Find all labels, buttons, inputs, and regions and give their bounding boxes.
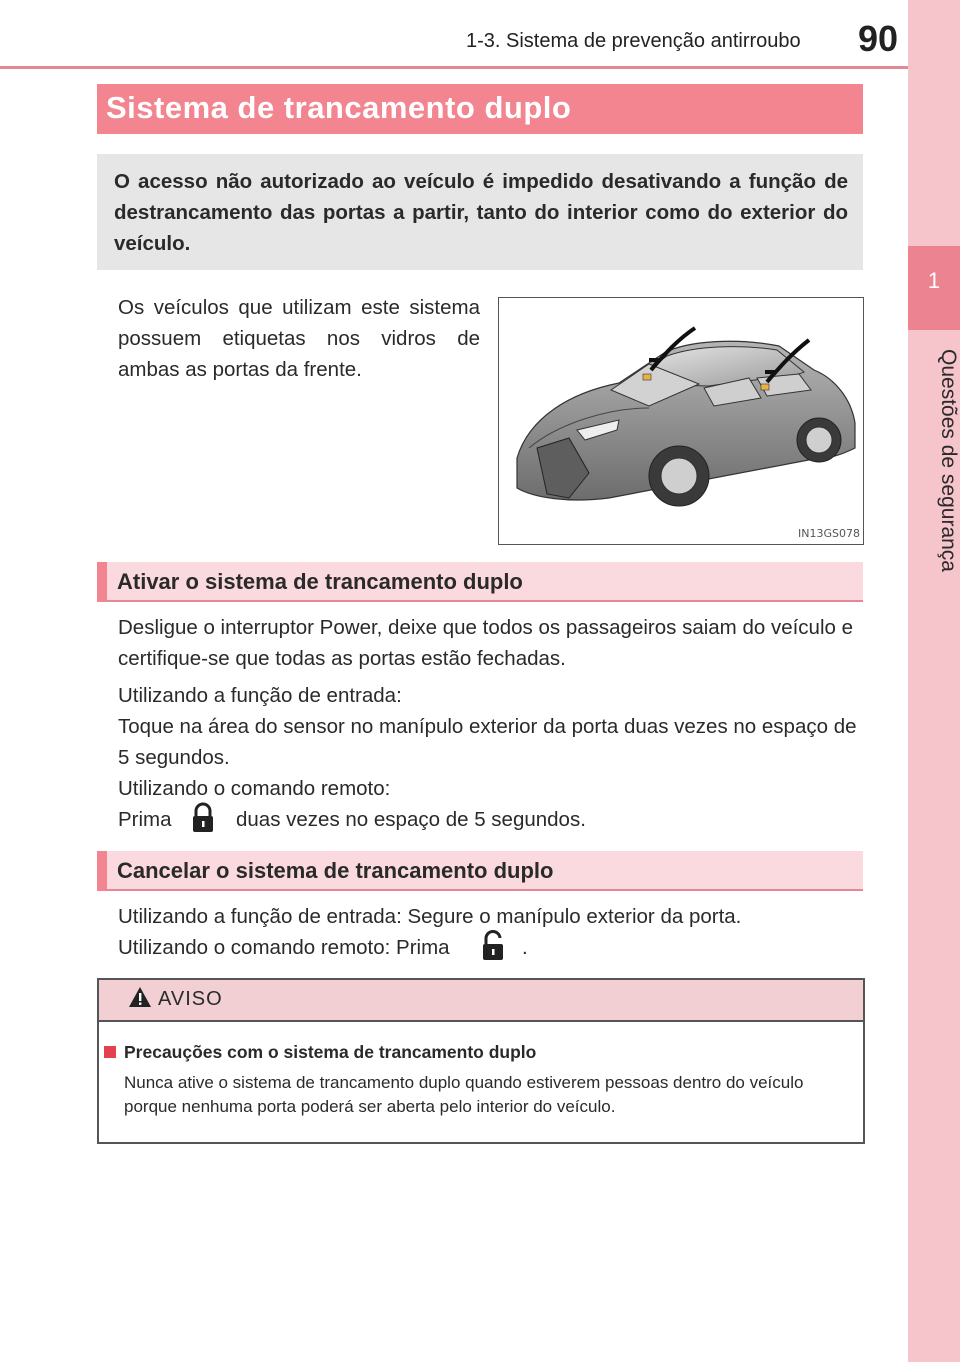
header-divider bbox=[0, 66, 908, 69]
header-section-title: 1-3. Sistema de prevenção antirroubo bbox=[466, 30, 801, 52]
car-drawing bbox=[499, 298, 863, 544]
unlock-icon bbox=[480, 930, 506, 967]
cancel-entry-text: Utilizando a função de entrada: Segure o manípulo exterior da porta. bbox=[118, 905, 742, 928]
page-title: Sistema de trancamento duplo bbox=[106, 90, 572, 125]
warning-title: AVISO bbox=[158, 988, 223, 1010]
lock-icon bbox=[190, 802, 216, 839]
page-number: 90 bbox=[858, 18, 899, 59]
cancel-remote-pre: Utilizando o comando remoto: Prima bbox=[118, 936, 450, 959]
side-tab-strip bbox=[908, 0, 960, 1362]
car-illustration bbox=[498, 297, 864, 545]
activate-heading-bar bbox=[97, 562, 107, 602]
warning-bullet bbox=[104, 1046, 116, 1058]
activate-heading: Ativar o sistema de trancamento duplo bbox=[117, 569, 523, 594]
activate-remote-post: duas vezes no espaço de 5 segundos. bbox=[236, 808, 586, 831]
cancel-heading: Cancelar o sistema de trancamento duplo bbox=[117, 858, 554, 883]
activate-remote-pre: Prima bbox=[118, 808, 172, 831]
warning-item-title: Precauções com o sistema de trancamento duplo bbox=[124, 1042, 537, 1062]
side-tab-chapter-number: 1 bbox=[927, 268, 941, 293]
activate-entry-text: Toque na área do sensor no manípulo exterior da porta duas vezes no espaço de 5 segundos. bbox=[118, 715, 857, 769]
warning-item-text: Nunca ative o sistema de trancamento duplo quando estiverem pessoas dentro do veículo porque nenhuma porta poderá ser aberta pelo interior do veículo. bbox=[124, 1073, 804, 1116]
activate-remote-label: Utilizando o comando remoto: bbox=[118, 777, 391, 800]
side-tab-chapter-label: Questões de segurança bbox=[937, 348, 960, 572]
activate-instruction: Desligue o interruptor Power, deixe que todos os passageiros saiam do veículo e certifique-se que todas as portas estão fechadas. bbox=[118, 616, 854, 670]
warning-triangle-icon bbox=[128, 986, 152, 1013]
labels-paragraph: Os veículos que utilizam este sistema possuem etiquetas nos vidros de ambas as portas da frente. bbox=[118, 296, 480, 381]
figure-code: IN13GS078 bbox=[798, 527, 860, 540]
cancel-heading-bar bbox=[97, 851, 107, 891]
cancel-remote-post: . bbox=[522, 936, 528, 959]
intro-text: O acesso não autorizado ao veículo é impedido desativando a função de destrancamento das portas a partir, tanto do interior como do exterior do veículo. bbox=[114, 170, 848, 255]
activate-entry-label: Utilizando a função de entrada: bbox=[118, 684, 402, 707]
